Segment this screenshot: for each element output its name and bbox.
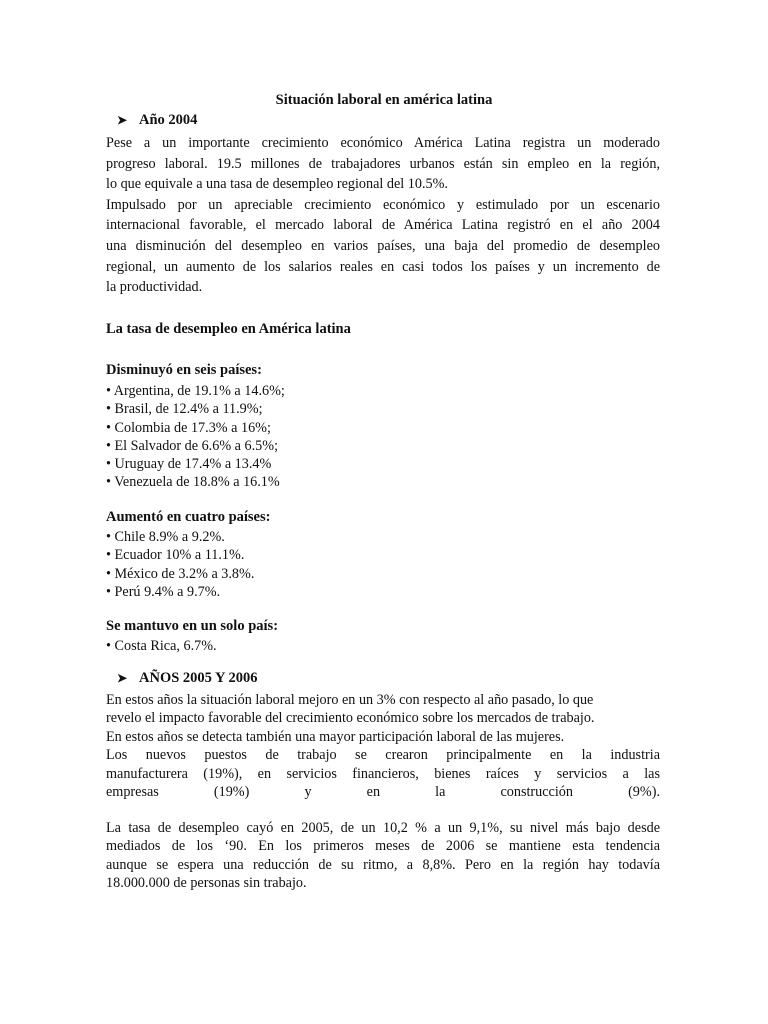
text-line: 18.000.000 de personas sin trabajo. [106, 875, 307, 892]
text-line: aunque se espera una reducción de su ritmo, a 8,8%. Pero en la región hay todavía [106, 856, 660, 873]
increased-list [106, 528, 254, 601]
text-line: Impulsado por un apreciable crecimiento económico y estimulado por un escenario [106, 196, 660, 213]
arrow-bullet-icon: ➤ [117, 113, 128, 127]
unchanged-list [106, 637, 217, 655]
text-line: manufacturera (19%), en servicios financieros, bienes raíces y servicios a las [106, 765, 660, 782]
list-item: • Venezuela de 18.8% a 16.1% [106, 473, 285, 491]
increased-heading: Aumentó en cuatro países: [106, 509, 271, 525]
list-item: • Costa Rica, 6.7%. [106, 637, 217, 655]
paragraph-unemployment-2005 [106, 819, 660, 893]
text-line: lo que equivale a una tasa de desempleo regional del 10.5%. [106, 176, 448, 193]
list-item: • Chile 8.9% a 9.2%. [106, 528, 254, 546]
text-line: La tasa de desempleo cayó en 2005, de un 10,2 % a un 9,1%, su nivel más bajo desde [106, 820, 660, 836]
section-heading-2005-2006 [117, 670, 258, 687]
section-heading-label: AÑOS 2005 Y 2006 [139, 670, 258, 686]
decreased-heading: Disminuyó en seis países: [106, 362, 262, 378]
text-line: progreso laboral. 19.5 millones de trabajadores urbanos están sin empleo en la región, [106, 155, 660, 172]
paragraph-2005-intro [106, 691, 660, 801]
text-line: Pese a un importante crecimiento económico América Latina registra un moderado [106, 135, 660, 151]
list-item: • México de 3.2% a 3.8%. [106, 565, 254, 583]
unchanged-heading: Se mantuvo en un solo país: [106, 618, 279, 634]
list-item: • Argentina, de 19.1% a 14.6%; [106, 382, 285, 400]
list-item: • El Salvador de 6.6% a 6.5%; [106, 437, 285, 455]
decreased-list [106, 382, 285, 492]
text-line: Los nuevos puestos de trabajo se crearon principalmente en la industria [106, 747, 660, 764]
rate-heading: La tasa de desempleo en América latina [106, 321, 351, 337]
section-heading-label: Año 2004 [139, 112, 198, 128]
text-line: empresas (19%) y en la construcción (9%). [106, 784, 660, 801]
document-title: Situación laboral en américa latina [275, 92, 493, 108]
list-item: • Ecuador 10% a 11.1%. [106, 546, 254, 564]
text-line: internacional favorable, el mercado laboral de América Latina registró en el año 2004 [106, 217, 660, 234]
arrow-bullet-icon: ➤ [117, 671, 128, 685]
paragraph-2004-intro [106, 133, 660, 298]
section-heading-2004 [117, 112, 197, 129]
text-line: una disminución del desempleo en varios países, una baja del promedio de desempleo [106, 237, 660, 254]
list-item: • Uruguay de 17.4% a 13.4% [106, 455, 285, 473]
list-item: • Colombia de 17.3% a 16%; [106, 419, 285, 437]
text-line: regional, un aumento de los salarios reales en casi todos los países y un incremento de [106, 258, 660, 275]
text-line: En estos años la situación laboral mejoro en un 3% con respecto al año pasado, lo que [106, 692, 594, 708]
list-item: • Perú 9.4% a 9.7%. [106, 583, 254, 601]
text-line: revelo el impacto favorable del crecimiento económico sobre los mercados de trabajo. [106, 710, 595, 727]
list-item: • Brasil, de 12.4% a 11.9%; [106, 400, 285, 418]
text-line: En estos años se detecta también una mayor participación laboral de las mujeres. [106, 728, 565, 745]
text-line: la productividad. [106, 279, 203, 296]
text-line: mediados de los ‘90. En los primeros meses de 2006 se mantiene esta tendencia [106, 838, 660, 855]
